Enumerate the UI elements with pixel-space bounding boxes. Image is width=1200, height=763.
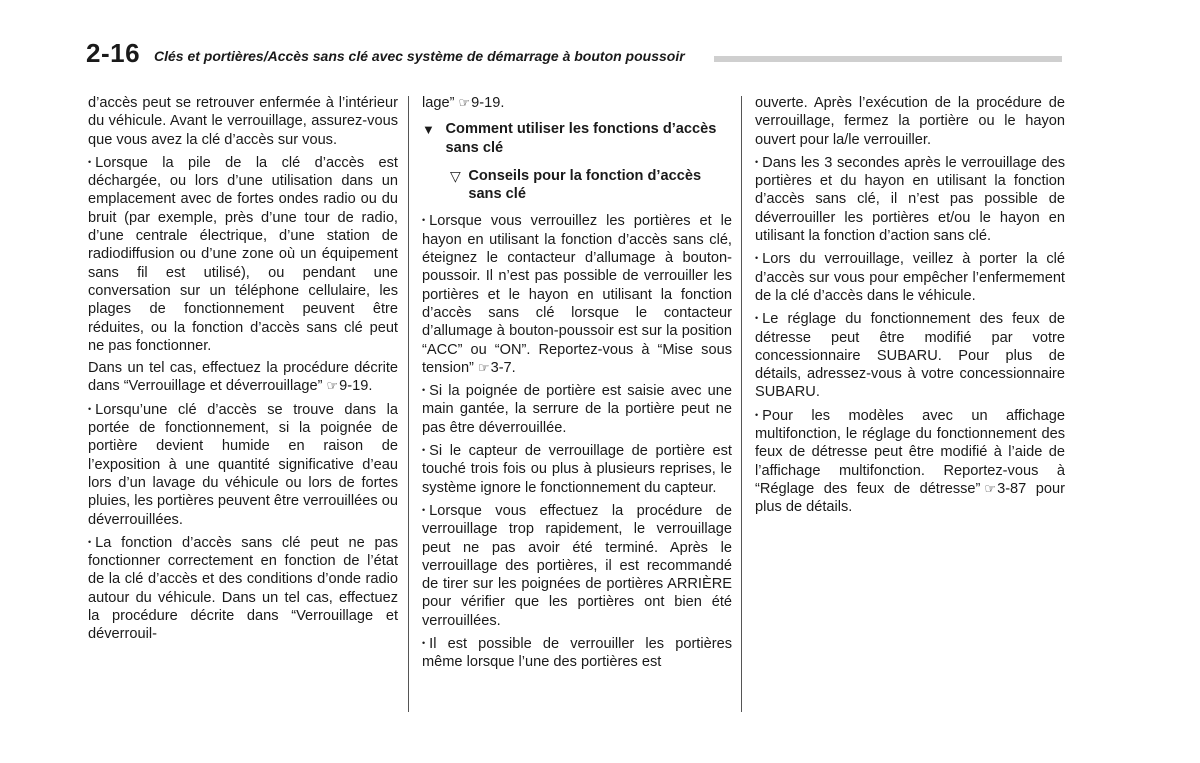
paragraph-text: Pour les modèles avec un affichage multifonction, le réglage du fonctionnement des feux de détresse peut être modifié à l’aide de l’affichage multifonction. Reportez-vous à “Réglage des feux de détresse” (755, 407, 1065, 497)
paragraph-text: Si le capteur de verrouillage de portière est touché trois fois ou plus à plusieurs reprises, le système ignore le fonctionnement du capteur. (422, 443, 732, 496)
paragraph-text: Lorsqu’une clé d’accès se trouve dans la portée de fonctionnement, si la poignée de portière devient humide en raison de l’exposition à une quantité significative d’eau lors d’un lavage du véhicule ou lors de fortes pluies, les portières peuvent être verrouillées ou déverrouillées. (88, 401, 398, 528)
column-divider-2 (741, 96, 742, 712)
paragraph-text: Lorsque vous effectuez la procédure de verrouillage trop rapidement, le verrouillage peut ne pas avoir été terminé. Après le verrouillage des portières, il est recommandé de tirer sur les poignées de portières ARRIÈRE pour vérifier que les portières ont bien été verrouillées. (422, 502, 732, 629)
page-reference-icon: ☞ (458, 95, 471, 110)
bullet-icon: • (422, 445, 426, 456)
page-reference-icon: ☞ (326, 378, 339, 394)
filled-triangle-icon: ▼ (422, 122, 435, 138)
bullet-icon: • (755, 313, 759, 324)
page-header (86, 38, 1066, 78)
bullet-paragraph (88, 400, 398, 529)
bullet-icon: • (422, 215, 426, 226)
section-heading (422, 120, 732, 157)
page-reference[interactable]: 3-7. (490, 359, 516, 376)
paragraph: ouverte. Après l’exécution de la procédure de verrouillage, fermez la portière ou le hayon ouvert pour la/le verrouiller. (755, 95, 1065, 148)
paragraph-text: Lorsque la pile de la clé d’accès est déchargée, ou lors d’une utilisation dans un emplacement avec de fortes ondes radio ou du bruit (par exemple, près d’une tour de radio, d’une centrale électrique, d’une station de radiodiffusion ou d’une zone où un équipement sans fil est utilisé), ou pendant une conversation sur un téléphone cellulaire, les plages de fonctionnement peuvent être réduites, ou la fonction d’accès sans clé peut ne pas fonctionner. (88, 154, 398, 354)
bullet-icon: • (755, 409, 759, 420)
column-divider-1 (408, 96, 409, 712)
page-reference-icon: ☞ (477, 359, 490, 375)
bullet-paragraph (88, 153, 398, 355)
bullet-icon: • (755, 156, 759, 167)
subsection-heading-text: Conseils pour la fonction d’accès sans clé (468, 167, 702, 203)
bullet-paragraph (422, 501, 732, 630)
page-reference[interactable]: 9-19. (471, 95, 505, 111)
paragraph-text: Lors du verrouillage, veillez à porter la clé d’accès sur vous pour empêcher l’enfermement de la clé d’accès dans le véhicule. (755, 251, 1065, 304)
paragraph-text: Le réglage du fonctionnement des feux de détresse peut être modifié par votre concessionnaire SUBARU. Pour plus de détails, adressez-vous à votre concessionnaire SUBARU. (755, 311, 1065, 401)
bullet-paragraph (755, 309, 1065, 401)
section-heading-text: Comment utiliser les fonctions d’accès sans clé (445, 121, 717, 156)
outline-triangle-icon: ▽ (450, 167, 461, 184)
bullet-paragraph (88, 533, 398, 644)
header-rule (714, 56, 1062, 62)
paragraph-text: La fonction d’accès sans clé peut ne pas fonctionner correctement en fonction de l’état de la clé d’accès et des conditions d’onde radio autour du véhicule. Dans un tel cas, effectuez la procédure décrite dans “Verrouillage et déverrouil- (88, 534, 398, 643)
bullet-icon: • (88, 156, 92, 167)
column-1 (88, 94, 398, 648)
bullet-icon: • (422, 385, 426, 396)
subsection-heading (450, 167, 732, 204)
bullet-icon: • (88, 403, 92, 414)
paragraph: d’accès peut se retrouver enfermée à l’intérieur du véhicule. Avant le verrouillage, assurez-vous que vous avez la clé d’accès sur vous. (88, 95, 398, 148)
bullet-icon: • (755, 253, 759, 264)
column-2 (422, 94, 732, 676)
paragraph-text: Lorsque vous verrouillez les portières et le hayon en utilisant la fonction d’accès sans clé, éteignez le contacteur d’allumage à bouton-poussoir. Il n’est pas possible de verrouiller les portières et le hayon en utilisant la fonction d’accès sans clé lorsque le contacteur d’allumage à bouton-poussoir est sur la position “ACC” ou “ON”. Reportez-vous à “Mise sous tension” (422, 213, 732, 376)
bullet-paragraph (422, 441, 732, 497)
paragraph-text: Dans les 3 secondes après le verrouillage des portières et du hayon en utilisant la fonction d’accès sans clé, il n’est pas possible de déverrouiller les portières et/ou le hayon en utilisant la fonction d’action sans clé. (755, 154, 1065, 245)
page-reference[interactable]: 9-19. (339, 378, 373, 395)
bullet-paragraph (422, 211, 732, 377)
section-title: Clés et portières/Accès sans clé avec système de démarrage à bouton poussoir (154, 48, 685, 64)
bullet-paragraph (422, 381, 732, 437)
paragraph-text: Si la poignée de portière est saisie avec une main gantée, la serrure de la portière peut ne pas être déverrouillée. (422, 383, 732, 436)
bullet-paragraph (755, 406, 1065, 517)
paragraph (422, 94, 732, 112)
paragraph-text: lage” (422, 95, 455, 111)
bullet-paragraph (755, 153, 1065, 245)
bullet-icon: • (422, 638, 426, 649)
page-number: 2-16 (86, 38, 141, 68)
paragraph-text: Dans un tel cas, effectuez la procédure décrite dans “Verrouillage et déverrouillage” (88, 360, 398, 395)
bullet-icon: • (88, 536, 92, 547)
paragraph (88, 359, 398, 396)
paragraph-text: Il est possible de verrouiller les portières même lorsque l’une des portières est (422, 636, 732, 671)
bullet-icon: • (422, 504, 426, 515)
page-reference[interactable]: 3-87 pour plus de détails. (755, 480, 1065, 516)
bullet-paragraph (755, 249, 1065, 305)
bullet-paragraph (422, 634, 732, 672)
column-3 (755, 94, 1065, 521)
page-reference-icon: ☞ (984, 480, 997, 496)
